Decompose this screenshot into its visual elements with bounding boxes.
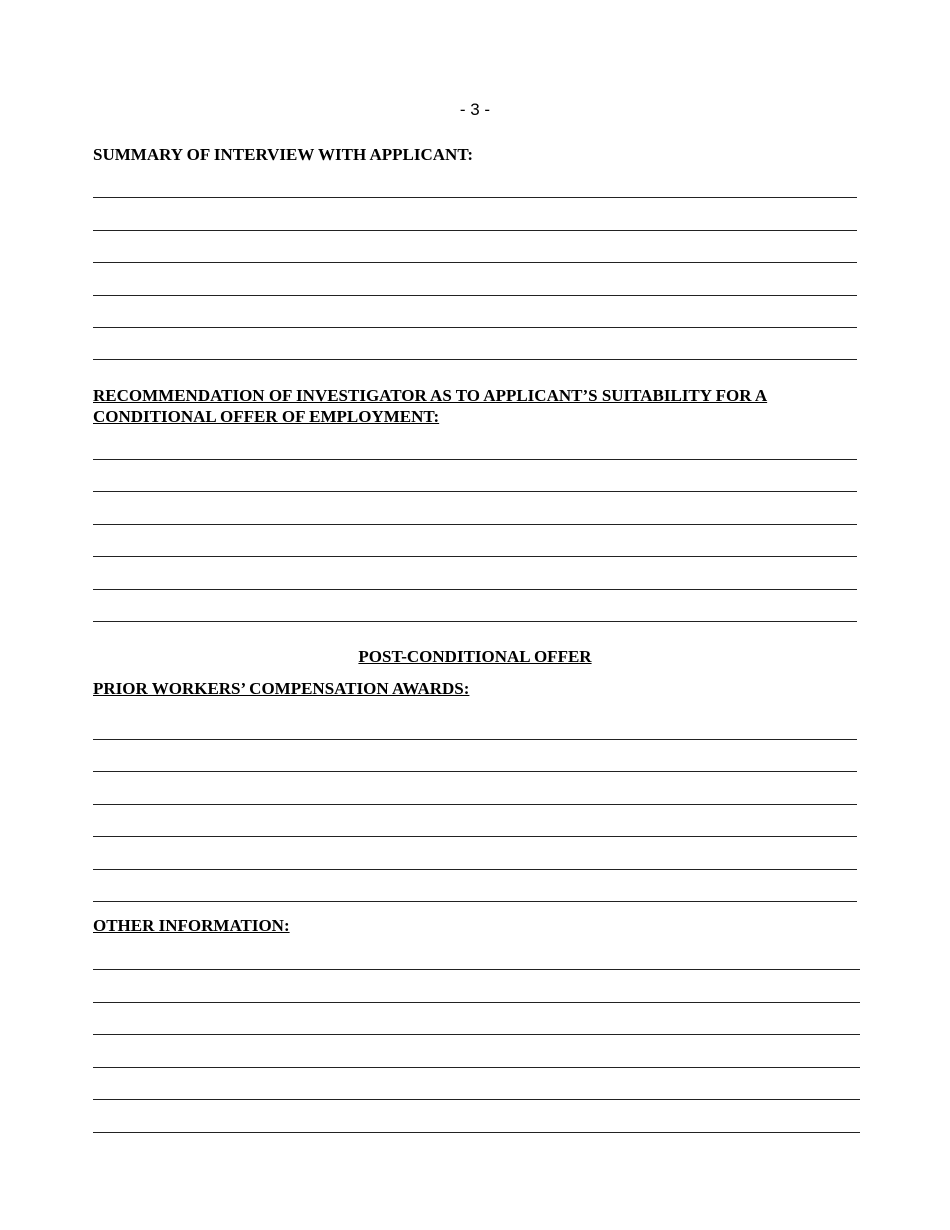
blank-line[interactable] bbox=[93, 589, 857, 590]
blank-line[interactable] bbox=[93, 771, 857, 772]
blank-line[interactable] bbox=[93, 869, 857, 870]
summary-heading: SUMMARY OF INTERVIEW WITH APPLICANT: bbox=[93, 145, 474, 164]
other-information-heading: OTHER INFORMATION: bbox=[93, 916, 290, 935]
blank-line[interactable] bbox=[93, 901, 857, 902]
blank-line[interactable] bbox=[93, 491, 857, 492]
blank-line[interactable] bbox=[93, 621, 857, 622]
blank-line[interactable] bbox=[93, 1099, 860, 1100]
blank-line[interactable] bbox=[93, 359, 857, 360]
blank-line[interactable] bbox=[93, 230, 857, 231]
blank-line[interactable] bbox=[93, 524, 857, 525]
recommendation-heading-line-1: RECOMMENDATION OF INVESTIGATOR AS TO APPLICANT’S SUITABILITY FOR A bbox=[93, 386, 768, 405]
blank-line[interactable] bbox=[93, 295, 857, 296]
blank-line[interactable] bbox=[93, 459, 857, 460]
blank-line[interactable] bbox=[93, 836, 857, 837]
blank-line[interactable] bbox=[93, 327, 857, 328]
blank-line[interactable] bbox=[93, 804, 857, 805]
blank-line[interactable] bbox=[93, 556, 857, 557]
blank-line[interactable] bbox=[93, 1132, 860, 1133]
blank-line[interactable] bbox=[93, 1002, 860, 1003]
blank-line[interactable] bbox=[93, 197, 857, 198]
blank-line[interactable] bbox=[93, 969, 860, 970]
page-number: - 3 - bbox=[459, 100, 491, 119]
workers-compensation-heading: PRIOR WORKERS’ COMPENSATION AWARDS: bbox=[93, 679, 470, 698]
blank-line[interactable] bbox=[93, 1067, 860, 1068]
recommendation-heading-line-2: CONDITIONAL OFFER OF EMPLOYMENT: bbox=[93, 407, 440, 426]
blank-line[interactable] bbox=[93, 739, 857, 740]
blank-line[interactable] bbox=[93, 262, 857, 263]
blank-line[interactable] bbox=[93, 1034, 860, 1035]
post-conditional-offer-heading: POST-CONDITIONAL OFFER bbox=[358, 647, 592, 666]
